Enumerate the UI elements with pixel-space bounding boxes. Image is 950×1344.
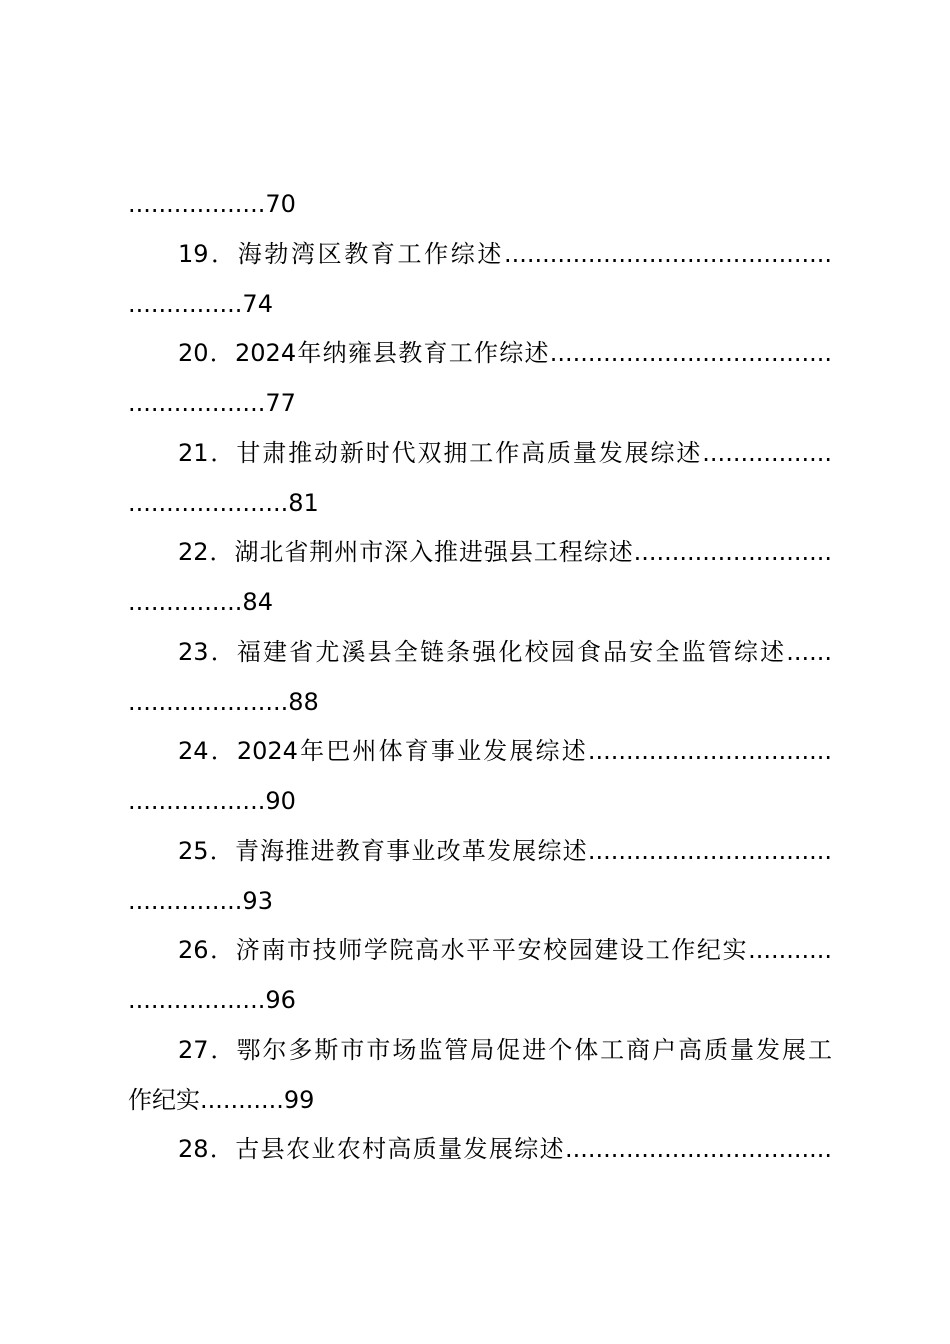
- toc-page-number-line: ...............84: [128, 588, 273, 616]
- toc-entry-23: 23．福建省尤溪县全链条强化校园食品安全监管综述......: [178, 637, 832, 666]
- toc-page-number-line: ..................96: [128, 986, 296, 1014]
- toc-entry-26: 26．济南市技师学院高水平平安校园建设工作纪实...........: [178, 936, 832, 965]
- toc-page-number-line: ..................70: [128, 190, 296, 218]
- table-of-contents: [128, 180, 832, 1175]
- toc-entry-21: 21．甘肃推动新时代双拥工作高质量发展综述.................: [178, 438, 832, 467]
- toc-page-number-line: ...............74: [128, 289, 273, 318]
- toc-page-number-line: ..................90: [128, 787, 296, 815]
- toc-page-number-line: .....................88: [128, 687, 319, 716]
- toc-entry-20: 20．2024年纳雍县教育工作综述.....................................: [178, 339, 832, 368]
- toc-page-number-line: ..................77: [128, 389, 296, 417]
- toc-page-number-line: ...............93: [128, 886, 273, 915]
- toc-page-number-line: .....................81: [128, 488, 319, 517]
- toc-entry-22: 22．湖北省荆州市深入推进强县工程综述..........................: [178, 538, 832, 567]
- toc-entry-27-continuation: 作纪实...........99: [128, 1085, 315, 1114]
- toc-entry-28: 28．古县农业农村高质量发展综述...................................: [178, 1135, 832, 1164]
- toc-entry-27: 27．鄂尔多斯市市场监管局促进个体工商户高质量发展工: [178, 1035, 832, 1064]
- toc-entry-19: 19．海勃湾区教育工作综述...........................................: [178, 239, 832, 268]
- toc-entry-25: 25．青海推进教育事业改革发展综述................................: [178, 836, 832, 865]
- toc-entry-24: 24．2024年巴州体育事业发展综述................................: [178, 737, 832, 766]
